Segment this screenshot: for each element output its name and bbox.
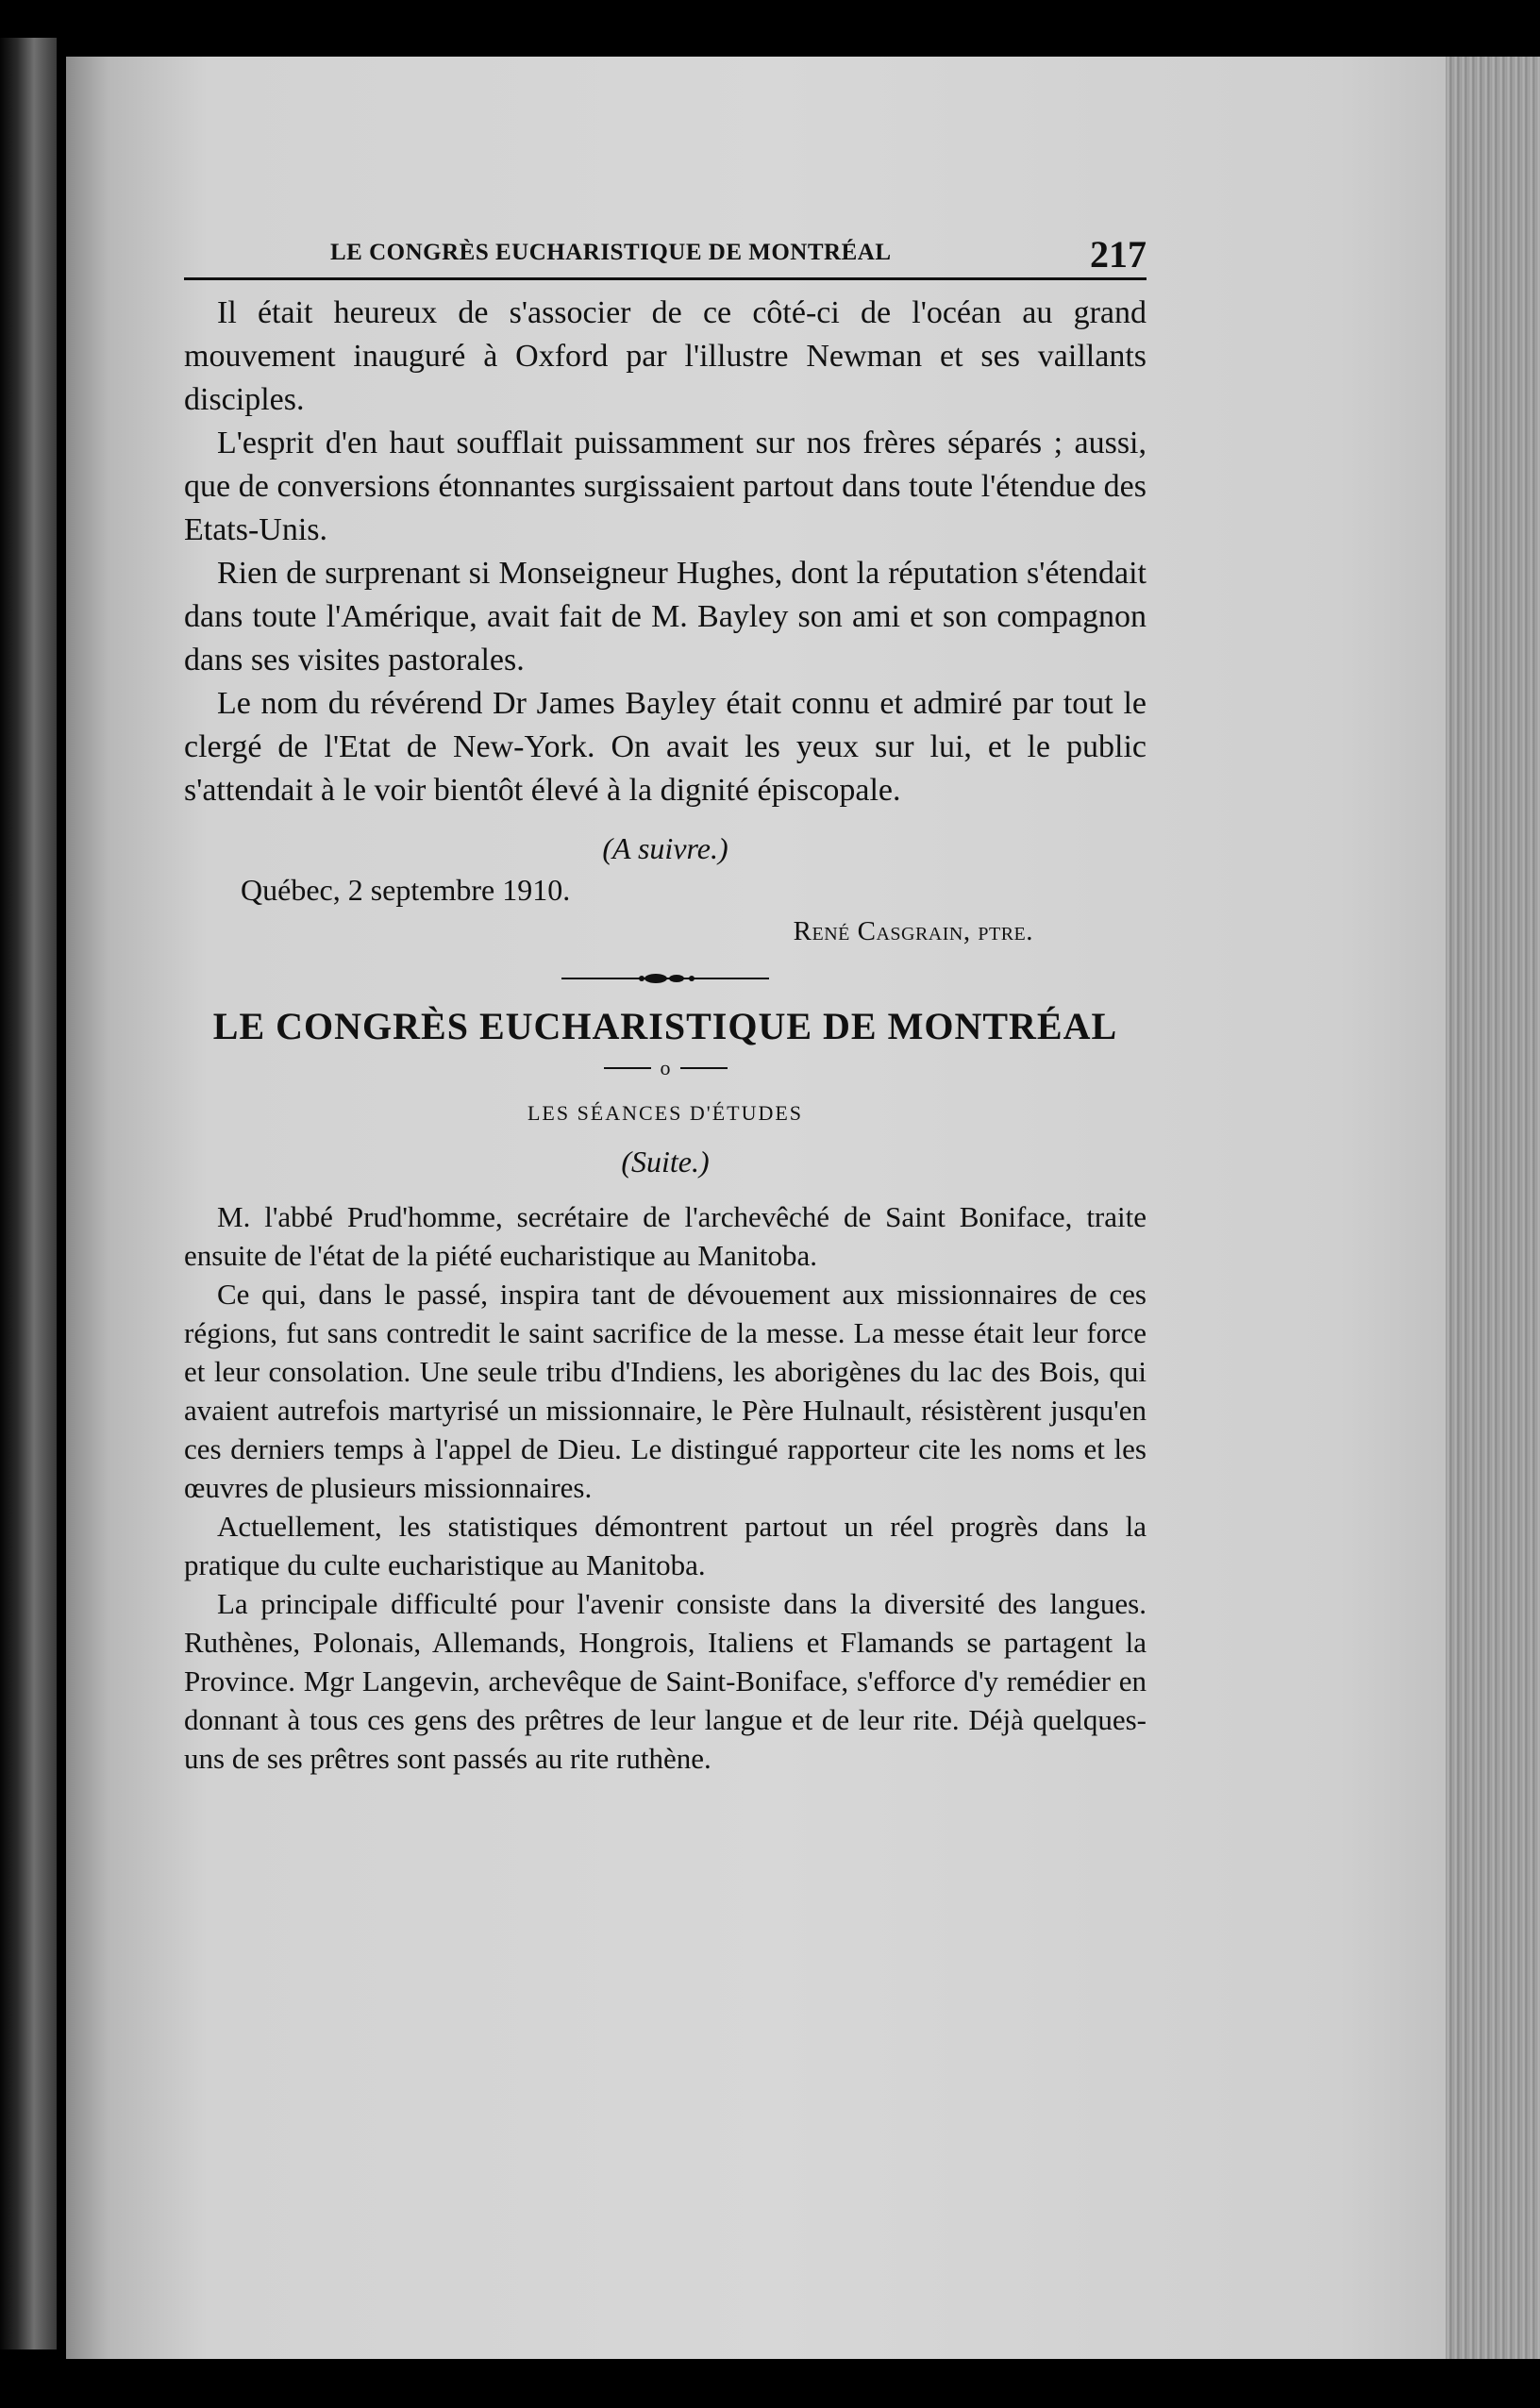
continued-note: (A suivre.): [602, 831, 728, 865]
paragraph: La principale difficulté pour l'avenir consiste dans la diversité des langues. Ruthènes, Polonais, Allemands, Hongrois, Italiens et Flamands se partagent la Province. Mgr Langevin, archevêque de Saint-Boniface, s'efforce d'y remédier en donnant à tous ces gens des prêtres de leur langue et de leur rite. Déjà quelques-uns de ses prêtres sont passés au rite ruthène.: [184, 1587, 1147, 1775]
running-head: [184, 217, 1147, 280]
rule-left: [604, 1066, 651, 1070]
first-article: [184, 292, 1147, 952]
separator-mark: o: [660, 1056, 671, 1079]
rule-right: [680, 1066, 728, 1070]
section-subtitle: LES SÉANCES D'ÉTUDES: [527, 1101, 804, 1125]
paragraph: Le nom du révérend Dr James Bayley était connu et admiré par tout le clergé de l'Etat de New-York. On avait les yeux sur lui, et le public s'attendait à le voir bientôt élevé à la dignité épiscopale.: [184, 686, 1147, 808]
author-signature: René Casgrain, ptre.: [793, 916, 1033, 946]
paragraph: Il était heureux de s'associer de ce côté-ci de l'océan au grand mouvement inauguré à Oxford par l'illustre Newman et ses vaillants disciples.: [184, 295, 1147, 417]
paragraph: L'esprit d'en haut soufflait puissamment sur nos frères séparés ; aussi, que de conversions étonnantes surgissaient partout dans toute l'étendue des Etats-Unis.: [184, 426, 1147, 547]
suite-note: (Suite.): [621, 1145, 710, 1179]
dateline: Québec, 2 septembre 1910.: [241, 873, 571, 907]
page-number: 217: [1090, 233, 1147, 276]
running-head-title: LE CONGRÈS EUCHARISTIQUE DE MONTRÉAL: [330, 240, 892, 265]
paragraph: M. l'abbé Prud'homme, secrétaire de l'archevêché de Saint Boniface, traite ensuite de l'état de la piété eucharistique au Manitoba.: [184, 1200, 1147, 1272]
title-separator: [184, 1056, 1147, 1080]
paragraph: Rien de surprenant si Monseigneur Hughes, dont la réputation s'étendait dans toute l'Amérique, avait fait de M. Bayley son ami et son compagnon dans ses visites pastorales.: [184, 556, 1147, 677]
second-article-body: [184, 1197, 1147, 1778]
paragraph: Actuellement, les statistiques démontrent partout un réel progrès dans la pratique du culte eucharistique au Manitoba.: [184, 1510, 1147, 1581]
paragraph: Ce qui, dans le passé, inspira tant de dévouement aux missionnaires de ces régions, fut sans contredit le saint sacrifice de la messe. La messe était leur force et leur consolation. Une seule tribu d'Indiens, les aborigènes du lac des Bois, qui avaient autrefois martyrisé un missionnaire, le Père Hulnault, résistèrent jusqu'en ces derniers temps à l'appel de Dieu. Le distingué rapporteur cite les noms et les œuvres de plusieurs missionnaires.: [184, 1278, 1147, 1504]
page-content: [184, 217, 1147, 1778]
ornament-divider: [561, 971, 769, 986]
article-title: LE CONGRÈS EUCHARISTIQUE DE MONTRÉAL: [212, 1005, 1118, 1047]
facing-page-edge: [0, 38, 57, 2349]
page-edge-stack: [1446, 57, 1540, 2359]
